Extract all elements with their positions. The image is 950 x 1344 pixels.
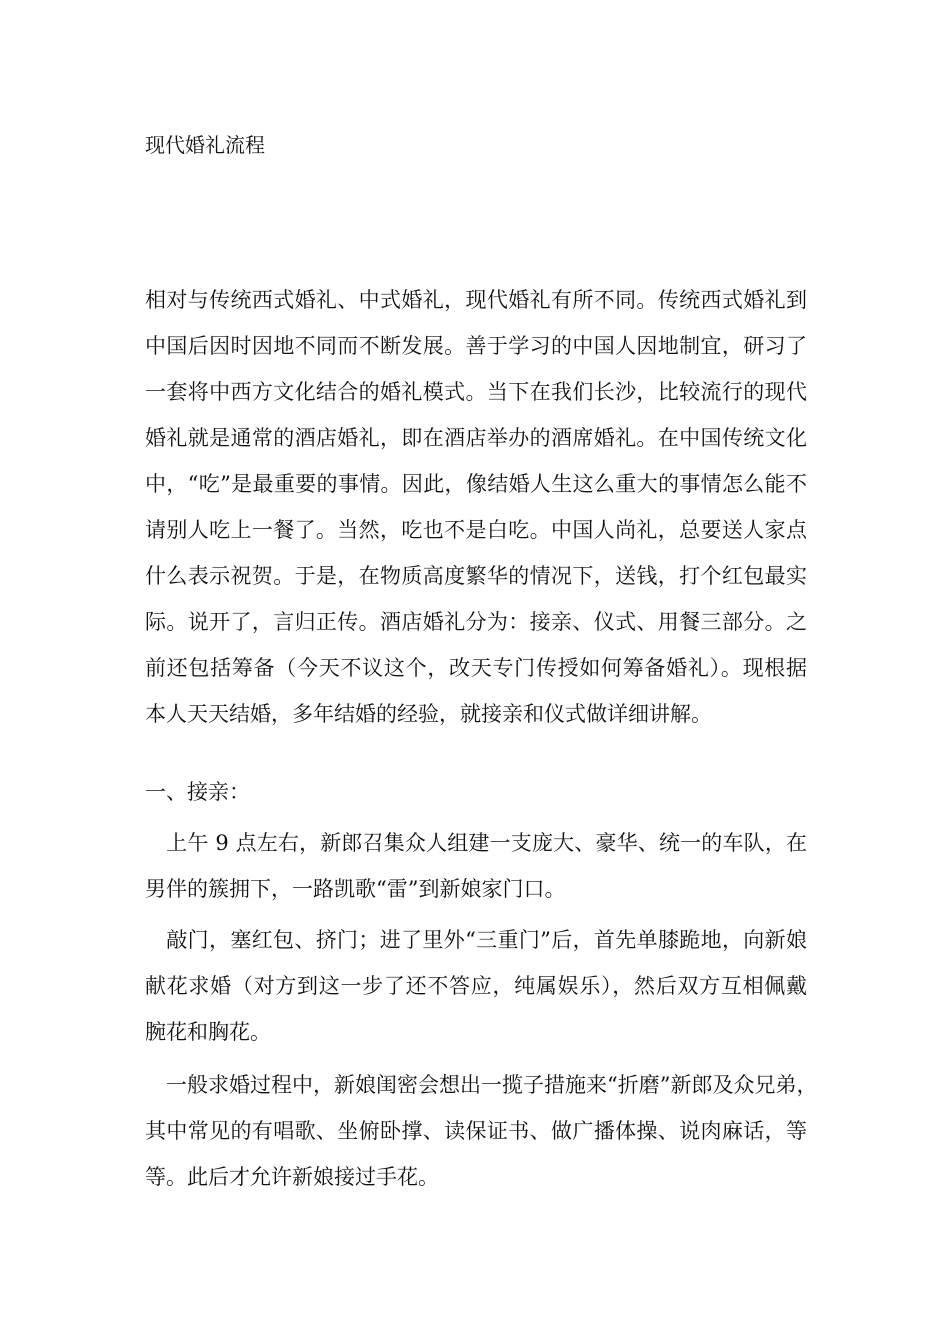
text-line: 其中常见的有唱歌、坐俯卧撑、读保证书、做广播体操、说肉麻话，等: [145, 1119, 807, 1143]
text-line: 相对与传统西式婚礼、中式婚礼，现代婚礼有所不同。传统西式婚礼到: [145, 288, 807, 312]
text-line: 上午 9 点左右，新郎召集众人组建一支庞大、豪华、统一的车队，在: [145, 831, 807, 855]
text-line: 前还包括筹备（今天不议这个，改天专门传授如何筹备婚礼）。现根据: [145, 656, 807, 680]
text-line: 一般求婚过程中，新娘闺密会想出一揽子措施来“折磨”新郎及众兄弟，: [145, 1073, 818, 1097]
text-line: 中国后因时因地不同而不断发展。善于学习的中国人因地制宜，研习了: [145, 334, 807, 358]
text-line: 敲门，塞红包、挤门；进了里外“三重门”后，首先单膝跪地，向新娘: [145, 928, 807, 952]
text-line: 等。此后才允许新娘接过手花。: [145, 1165, 439, 1189]
section-heading: [145, 769, 807, 815]
text-line: 腕花和胸花。: [145, 1020, 271, 1044]
text-line: 中，“吃”是最重要的事情。因此，像结婚人生这么重大的事情怎么能不: [145, 472, 807, 496]
paragraph-games: [145, 1062, 818, 1200]
text-line: 什么表示祝贺。于是，在物质高度繁华的情况下，送钱，打个红包最实: [145, 564, 807, 588]
text-line: 际。说开了，言归正传。酒店婚礼分为：接亲、仪式、用餐三部分。之: [145, 610, 807, 634]
intro-paragraph: [145, 277, 807, 737]
text-line: 本人天天结婚，多年结婚的经验，就接亲和仪式做详细讲解。: [145, 702, 712, 726]
text-line: 婚礼就是通常的酒店婚礼，即在酒店举办的酒席婚礼。在中国传统文化: [145, 426, 807, 450]
text-line: 一套将中西方文化结合的婚礼模式。当下在我们长沙，比较流行的现代: [145, 380, 807, 404]
text-line: 献花求婚（对方到这一步了还不答应，纯属娱乐），然后双方互相佩戴: [145, 974, 807, 998]
text-line: 男伴的簇拥下，一路凯歌“雷”到新娘家门口。: [145, 877, 566, 901]
paragraph-arrival: [145, 820, 807, 912]
text-line: 请别人吃上一餐了。当然，吃也不是白吃。中国人尚礼，总要送人家点: [145, 518, 807, 542]
section-heading-text: 一、接亲：: [145, 780, 250, 804]
document-title: 现代婚礼流程: [145, 133, 265, 157]
paragraph-proposal: [145, 917, 807, 1055]
